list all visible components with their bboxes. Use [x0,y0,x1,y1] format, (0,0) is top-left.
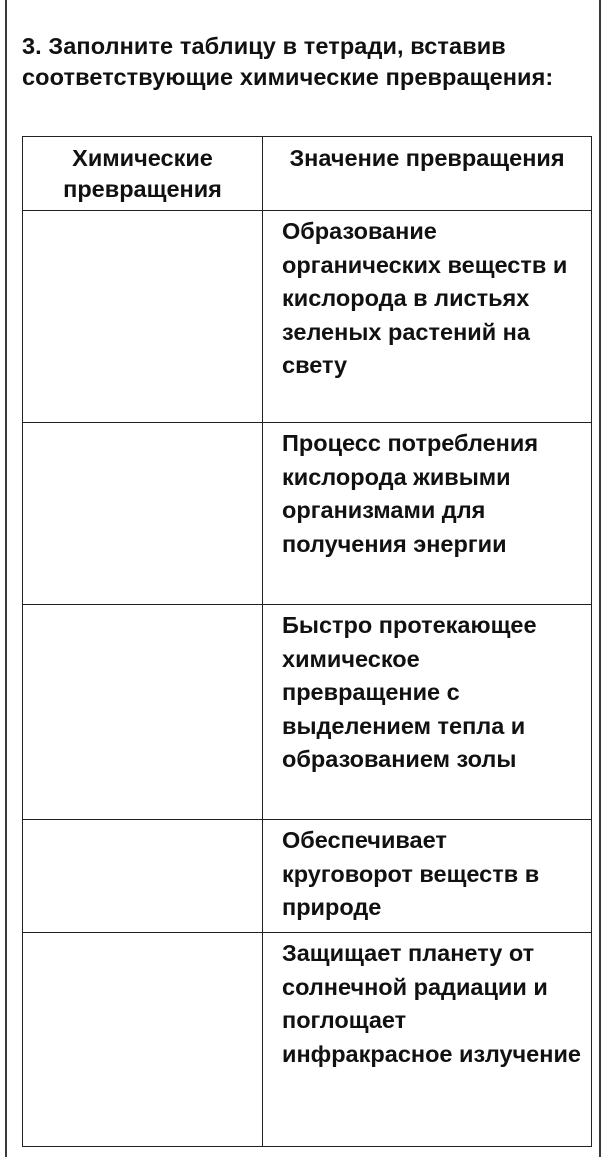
meaning-cell: Образование органических веществ и кислорода в листьях зеленых растений на свету [263,211,592,423]
task-table [22,136,592,1147]
meaning-cell: Процесс потребления кислорода живыми организмами для получения энергии [263,423,592,605]
task-title: 3. Заполните таблицу в тетради, вставив соответствующие химические превращения: [22,33,554,90]
header-meaning: Значение превращения [263,137,592,211]
table-row [23,211,592,423]
table-row [23,423,592,605]
table-row [23,820,592,933]
table-header-row [23,137,592,211]
answer-cell[interactable] [23,933,263,1147]
answer-cell[interactable] [23,820,263,933]
table-row [23,933,592,1147]
answer-cell[interactable] [23,605,263,820]
table-row [23,605,592,820]
answer-cell[interactable] [23,423,263,605]
meaning-cell: Защищает планету от солнечной радиации и поглощает инфракрасное излучение [263,933,592,1147]
header-transformations: Химические превращения [23,137,263,211]
meaning-cell: Обеспечивает круговорот веществ в природе [263,820,592,933]
answer-cell[interactable] [23,211,263,423]
meaning-cell: Быстро протекающее химическое превращение с выделением тепла и образованием золы [263,605,592,820]
